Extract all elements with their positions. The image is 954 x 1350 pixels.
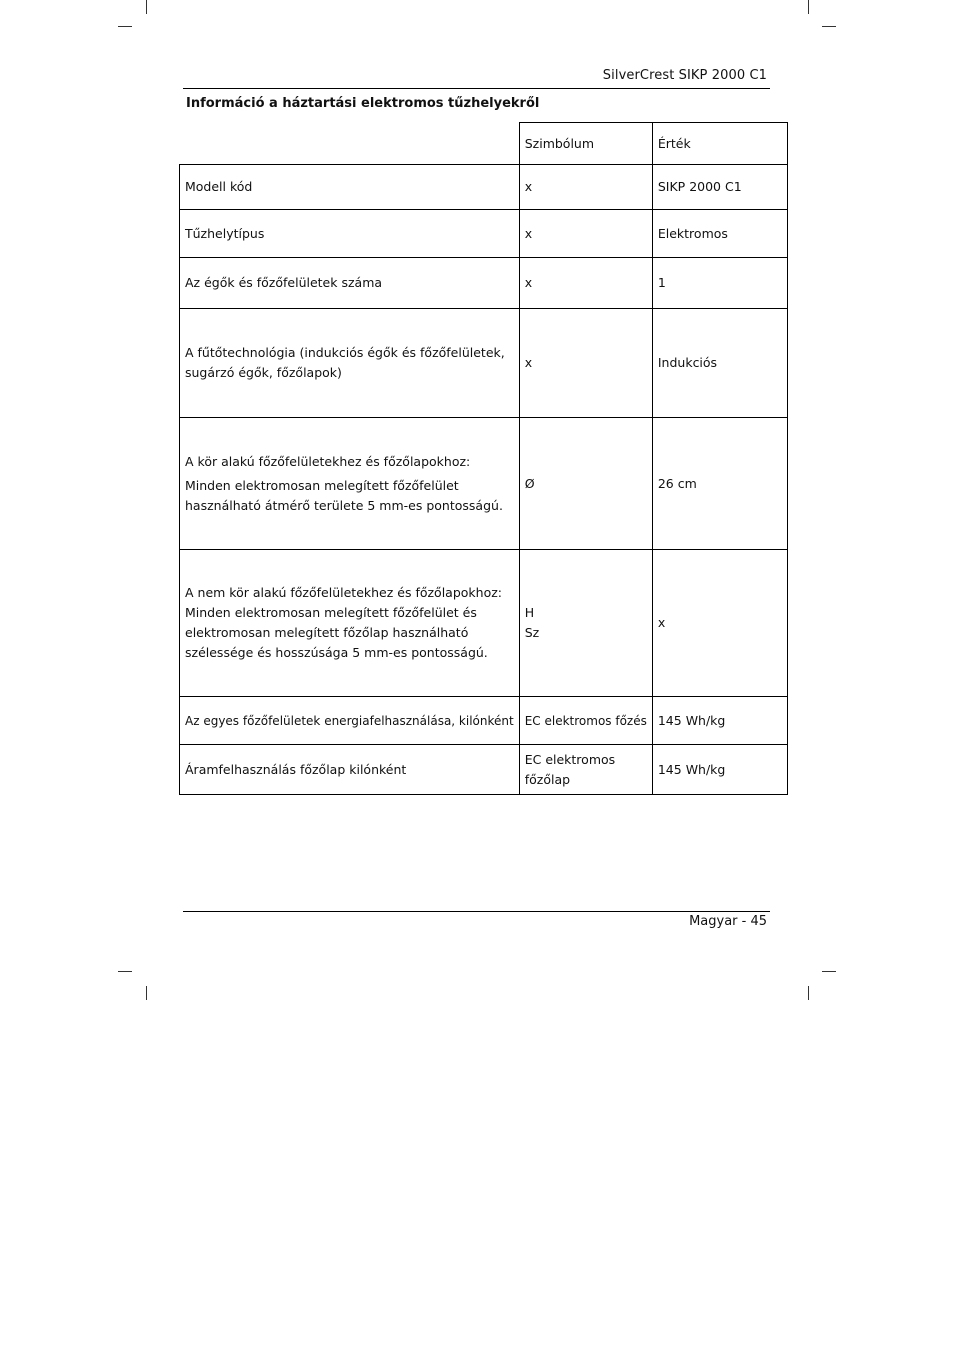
crop-mark: [822, 971, 836, 972]
table-header-row: [180, 123, 788, 165]
label-line: A kör alakú főzőfelületekhez és főzőlapokhoz:: [185, 453, 471, 469]
header-rule: [183, 88, 770, 89]
label-line: elektromosan melegített főzőlap használható: [185, 625, 469, 640]
row-symbol: [519, 550, 652, 697]
row-value: x: [652, 550, 787, 697]
label-line: sugárzó égők, főzőlapok): [185, 365, 342, 380]
row-symbol: x: [519, 165, 652, 210]
row-value: 145 Wh/kg: [652, 697, 787, 745]
row-label: Az egyes főzőfelületek energiafelhasználása, kilónként: [180, 697, 520, 745]
row-symbol: x: [519, 309, 652, 418]
table-row: [180, 745, 788, 795]
spec-table: [179, 122, 788, 795]
table-row: [180, 210, 788, 258]
row-value: SIKP 2000 C1: [652, 165, 787, 210]
label-line: Minden elektromosan melegített főzőfelület: [185, 477, 459, 493]
row-value: Elektromos: [652, 210, 787, 258]
column-header-value: Érték: [652, 123, 787, 165]
section-heading: Információ a háztartási elektromos tűzhelyekről: [186, 96, 540, 111]
crop-mark: [118, 26, 132, 27]
row-symbol: EC elektromos főzés: [519, 697, 652, 745]
crop-mark: [146, 0, 147, 14]
row-value: 145 Wh/kg: [652, 745, 787, 795]
label-line: Minden elektromosan melegített főzőfelület és: [185, 605, 477, 620]
column-header-symbol: Szimbólum: [519, 123, 652, 165]
footer-rule: [183, 911, 770, 912]
row-label: Tűzhelytípus: [180, 210, 520, 258]
crop-mark: [146, 986, 147, 1000]
row-symbol: x: [519, 210, 652, 258]
table-row: [180, 697, 788, 745]
table-row: [180, 550, 788, 697]
label-line: A nem kör alakú főzőfelületekhez és főzőlapokhoz:: [185, 585, 502, 600]
table-row: [180, 418, 788, 550]
label-line: szélessége és hosszúsága 5 mm-es pontosságú.: [185, 645, 488, 660]
crop-mark: [118, 971, 132, 972]
row-symbol: [519, 745, 652, 795]
symbol-line: főzőlap: [524, 771, 571, 787]
row-label: Áramfelhasználás főzőlap kilónként: [180, 745, 520, 795]
table-row: [180, 258, 788, 309]
table-row: [180, 309, 788, 418]
row-symbol: Ø: [519, 418, 652, 550]
row-label: Az égők és főzőfelületek száma: [180, 258, 520, 309]
label-line: A fűtőtechnológia (indukciós égők és főzőfelületek,: [185, 345, 505, 360]
symbol-line: EC elektromos: [524, 751, 616, 767]
symbol-line: Sz: [524, 625, 540, 640]
header-blank-cell: [180, 123, 520, 165]
running-header: SilverCrest SIKP 2000 C1: [602, 68, 767, 83]
row-value: 26 cm: [652, 418, 787, 550]
crop-mark: [808, 0, 809, 14]
table-row: [180, 165, 788, 210]
row-label: [180, 550, 520, 697]
row-label: Modell kód: [180, 165, 520, 210]
label-line: használható átmérő területe 5 mm-es pontosságú.: [185, 497, 503, 513]
symbol-line: H: [524, 605, 535, 620]
row-symbol: x: [519, 258, 652, 309]
row-value: 1: [652, 258, 787, 309]
row-label: [180, 418, 520, 550]
page-number: Magyar - 45: [689, 914, 767, 929]
row-value: Indukciós: [652, 309, 787, 418]
crop-mark: [808, 986, 809, 1000]
crop-mark: [822, 26, 836, 27]
row-label: [180, 309, 520, 418]
